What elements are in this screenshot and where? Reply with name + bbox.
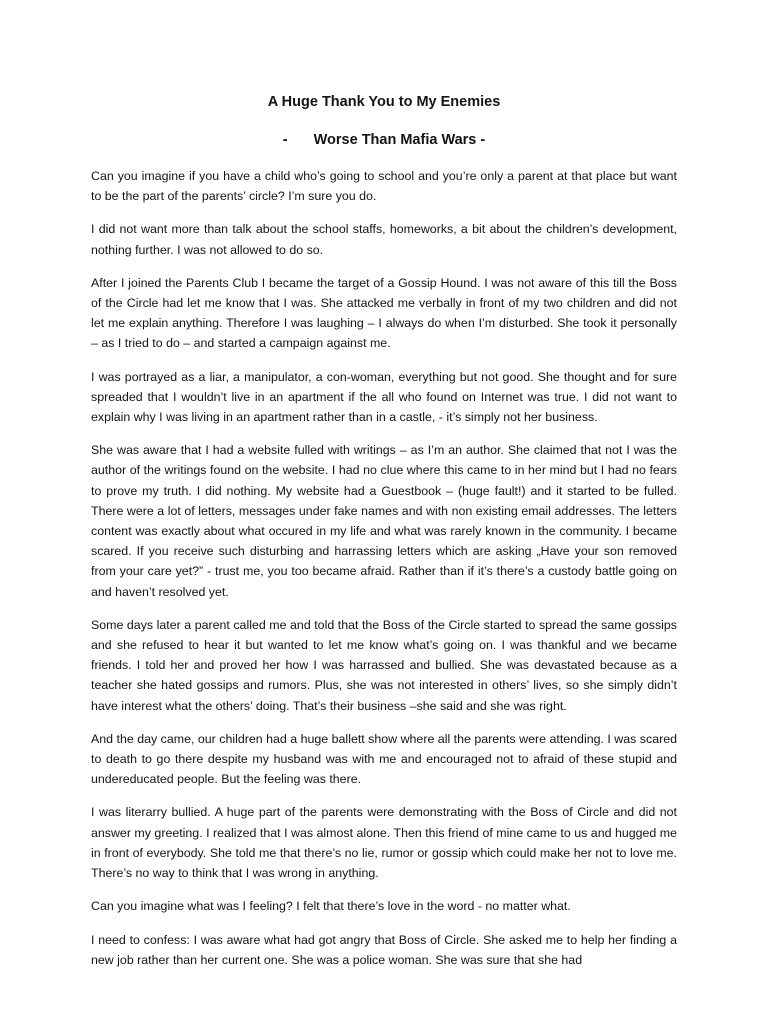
document-subtitle (0, 131, 768, 149)
paragraph: I was literarry bullied. A huge part of the parents were demonstrating with the Boss of Circle and did not answer my greeting. I realized that I was almost alone. Then this friend of mine came to us and hugged me in front of everybody. She told me that there’s no lie, rumor or gossip which could make her not to love me. There’s no way to think that I was wrong in anything. (91, 805, 677, 881)
paragraph: Can you imagine what was I feeling? I felt that there’s love in the word - no matter what. (91, 899, 571, 914)
paragraph: After I joined the Parents Club I became the target of a Gossip Hound. I was not aware of this till the Boss of the Circle had let me know that I was. She attacked me verbally in front of my two children and did not let me explain anything. Therefore I was laughing – I always do when I’m disturbed. She took it personally – as I tried to do – and started a campaign against me. (91, 275, 677, 351)
paragraph: I was portrayed as a liar, a manipulator, a con-woman, everything but not good. She thought and for sure spreaded that I wouldn’t live in an apartment if the all who found on Internet was true. I did not want to explain why I was living in an apartment rather than in a castle, - it’s simply not her business. (91, 369, 677, 425)
paragraph: Can you imagine if you have a child who’s going to school and you’re only a parent at that place but want to be the part of the parents’ circle? I’m sure you do. (91, 169, 677, 204)
subtitle-text: Worse Than Mafia Wars - (313, 132, 486, 148)
document-body (91, 166, 677, 983)
subtitle-dash: - (282, 132, 288, 148)
paragraph: Some days later a parent called me and told that the Boss of the Circle started to spread the same gossips and she refused to hear it but wanted to let me know what’s going on. I was thankful and we became friends. I told her and proved her how I was harrassed and bullied. She was devastated because as a teacher she hated gossips and rumors. Plus, she was not interested in others’ lives, so she simply didn’t have interest what the others’ doing. That’s their business –she said and she was right. (91, 617, 677, 713)
document-title: A Huge Thank You to My Enemies (267, 94, 501, 110)
paragraph: She was aware that I had a website fulled with writings – as I’m an author. She claimed that not I was the author of the writings found on the website. I had no clue where this came to in her mind but I had no fears to prove my truth. I did nothing. My website had a Guestbook – (huge fault!) and it started to be fulled. There were a lot of letters, messages under fake names and with non existing email addresses. The letters content was exactly about what occured in my life and what was rarely known in the community. I became scared. If you receive such disturbing and harrassing letters which are asking „Have your son removed from your care yet?” - trust me, you too became afraid. Rather than if it’s there’s a custody battle going on and haven’t resolved yet. (91, 443, 677, 599)
paragraph: I need to confess: I was aware what had got angry that Boss of Circle. She asked me to help her finding a new job rather than her current one. She was a police woman. She was sure that she had (91, 932, 677, 967)
paragraph: And the day came, our children had a huge ballett show where all the parents were attending. I was scared to death to go there despite my husband was with me and encouraged not to afraid of these stupid and undereducated people. But the feeling was there. (91, 731, 677, 787)
paragraph: I did not want more than talk about the school staffs, homeworks, a bit about the children’s development, nothing further. I was not allowed to do so. (91, 222, 677, 257)
